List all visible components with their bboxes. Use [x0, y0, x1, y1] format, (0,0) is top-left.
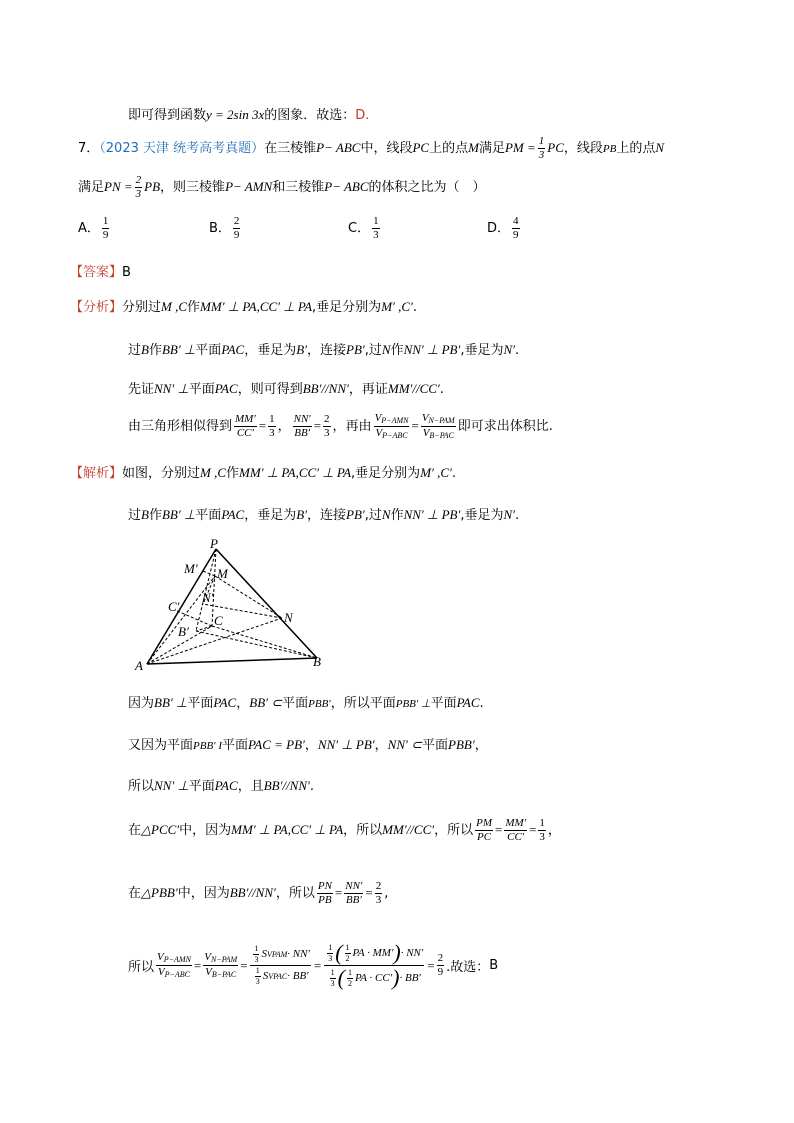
solution-text: 平面: [422, 738, 449, 753]
analysis-text: ，再由: [332, 419, 372, 434]
label-c1: C′: [168, 599, 180, 614]
stem-text: 满足: [78, 180, 105, 195]
analysis-text: ，连接: [307, 343, 347, 358]
half-fraction: $\frac{1}{2}$: [347, 967, 352, 988]
solution-text: ，所以: [434, 823, 474, 838]
third-fraction: $\frac{1}{3}$: [254, 944, 259, 964]
analysis-math: B′: [296, 342, 308, 357]
analysis-text: 过: [128, 343, 142, 358]
solution-math: BB′//NN′: [229, 885, 276, 900]
stem-text: 满足: [478, 141, 505, 156]
solution-math: M′ ,C′: [420, 465, 452, 480]
solution-math: PAC: [214, 778, 238, 793]
solution-text: ，且: [237, 779, 264, 794]
analysis-text: ，垂足为: [244, 343, 297, 358]
solution-math: PAC: [456, 695, 480, 710]
solution-math: PBB′: [448, 737, 475, 752]
analysis-math: M′ ,C′: [381, 299, 413, 314]
analysis-math: NN′ ⊥ PB′: [403, 342, 461, 357]
solution-math: N: [381, 507, 391, 522]
analysis-tag: 【分析】: [70, 300, 123, 315]
solution-math: PBB′ I: [193, 740, 222, 752]
solution-math: NN′ ⊥ PB′: [317, 737, 375, 752]
solution-text: 在: [128, 823, 142, 838]
analysis-math: PB′: [346, 342, 365, 357]
option-fraction: $\frac{1}{3}$: [373, 215, 379, 241]
solution-math: PBB′: [308, 698, 331, 710]
analysis-math: MM′//CC′: [387, 381, 440, 396]
ratio-nn-bb: $\frac{NN'}{BB'}$: [345, 880, 363, 906]
question-line-2: [78, 175, 486, 200]
label-m1: M′: [184, 561, 198, 576]
final-answer: B: [489, 958, 499, 973]
equals-sign: =: [495, 822, 503, 837]
stem-math: PB: [144, 179, 161, 194]
fraction-one-third: $\frac{1}{3}$: [538, 135, 545, 161]
edge-pb: [216, 549, 317, 658]
analysis-math: B: [141, 342, 149, 357]
solution-line-8: [128, 942, 498, 989]
stem-math: P− AMN: [225, 179, 273, 194]
solution-math: BB′ ⊥: [154, 695, 188, 710]
solution-text: ，所以: [275, 886, 315, 901]
solution-text: ，所以: [343, 823, 383, 838]
solution-text: .故选：: [446, 960, 490, 975]
solution-text: ,过: [364, 508, 382, 523]
solution-math: MM′ ⊥ PA,CC′ ⊥ PA: [239, 465, 352, 480]
label-n1: N′: [202, 590, 214, 605]
solution-text: 作: [390, 508, 404, 523]
analysis-text: .: [412, 300, 418, 315]
volume-ratio: $\frac{V_{N-PAM}}{V_{B-PAC}}$: [204, 951, 238, 979]
analysis-math: PAC: [214, 381, 238, 396]
analysis-math: PAC: [221, 342, 245, 357]
analysis-text: ,垂足分别为: [312, 300, 382, 315]
question-number: 7．: [78, 141, 100, 156]
stem-math: P− ABC: [316, 140, 361, 155]
segment-mn: [215, 576, 282, 618]
equals-sign: =: [365, 885, 373, 900]
solution-line-1: [70, 462, 456, 481]
equals-sign: =: [334, 885, 343, 900]
question-source: （2023 天津 统考高考真题）: [99, 141, 265, 156]
answer-tag: 【答案】: [70, 265, 123, 280]
equals-sign: =: [240, 957, 248, 973]
solution-math: B: [141, 507, 149, 522]
ratio-mm-cc: $\frac{MM'}{CC'}$: [235, 413, 256, 439]
third-fraction: $\frac{1}{3}$: [255, 966, 260, 986]
equals-sign: =: [313, 957, 322, 973]
option-c: [348, 216, 382, 241]
stem-text: 和三棱锥: [272, 180, 325, 195]
analysis-text: 先证: [128, 382, 155, 397]
solution-math: NN′ ⊂: [387, 737, 422, 752]
analysis-math: NN′ ⊥: [154, 381, 189, 396]
solution-text: ，: [374, 738, 388, 753]
solution-math: PBB′ ⊥: [395, 698, 431, 710]
solution-math: NN′ ⊥ PB′: [403, 507, 461, 522]
analysis-text: 平面: [195, 343, 222, 358]
solution-math: M ,C: [200, 465, 227, 480]
answer-value: B: [122, 265, 131, 280]
solution-line-4: [128, 734, 488, 753]
analysis-math: N: [381, 342, 391, 357]
option-fraction: $\frac{2}{9}$: [233, 215, 240, 241]
solution-line-5: [128, 775, 314, 794]
analysis-text: ，: [277, 419, 291, 434]
prev-line-mid: 的图象．故选：: [264, 108, 356, 123]
analysis-math: M ,C: [161, 299, 188, 314]
solution-text: 所以: [128, 779, 155, 794]
ratio-pn-pb: $\frac{PN}{PB}$: [317, 880, 332, 906]
solution-text: 作: [148, 508, 162, 523]
stem-text: 中，线段: [360, 141, 413, 156]
value-fraction: $\frac{2}{3}$: [324, 413, 330, 439]
solution-text: .: [451, 466, 457, 481]
value-fraction: $\frac{1}{3}$: [539, 817, 545, 843]
solution-math: PAC = PB′: [248, 737, 305, 752]
result-fraction: $\frac{2}{9}$: [437, 952, 444, 978]
ratio-mm-cc: $\frac{MM'}{CC'}$: [505, 817, 527, 843]
expanded-volume-expression: $\frac{1}{3}$ ( $\frac{1}{2}$ PA · MM′ ) · NN′ $\frac{1}{3}$ ( $\frac{1}{2}$ PA · CC′ ) · BB′: [324, 942, 424, 989]
analysis-text: .: [439, 382, 444, 397]
analysis-text: ，再证: [348, 382, 388, 397]
volume-ratio: $\frac{V_{P-AMN}}{V_{P-ABC}}$: [157, 951, 191, 979]
analysis-text: 即可求出体积比.: [457, 419, 553, 434]
stem-math: PC: [412, 140, 430, 155]
solution-text: ，垂足为: [244, 508, 297, 523]
solution-text: ，所以平面: [330, 696, 396, 711]
analysis-text: 分别过: [122, 300, 162, 315]
analysis-text: 平面: [188, 382, 215, 397]
analysis-text: ,垂足为: [460, 343, 504, 358]
solution-math: PAC: [221, 507, 245, 522]
stem-text: 上的点: [429, 141, 469, 156]
equals-sign: =: [427, 957, 435, 973]
value-fraction: $\frac{2}{3}$: [375, 880, 382, 906]
stem-math: P− ABC: [324, 179, 369, 194]
solution-line-2: [128, 504, 519, 523]
prev-answer-line: [128, 104, 369, 123]
analysis-text: 由三角形相似得到: [128, 419, 233, 434]
solution-text: ，: [304, 738, 318, 753]
label-m: M: [217, 566, 228, 581]
solution-line-6: [128, 818, 561, 843]
analysis-text: 作: [187, 300, 201, 315]
equals-sign: =: [411, 418, 419, 433]
analysis-text: 作: [390, 343, 404, 358]
option-fraction: $\frac{4}{9}$: [513, 215, 519, 241]
solution-tag: 【解析】: [70, 466, 123, 481]
analysis-math: N′: [503, 342, 515, 357]
analysis-math: BB′//NN′: [302, 381, 349, 396]
analysis-line-1: [70, 296, 417, 315]
label-b: B: [313, 654, 321, 669]
solution-math: △PCC′: [141, 822, 180, 837]
solution-text: 中，因为: [177, 886, 230, 901]
stem-math: N: [655, 140, 665, 155]
option-d: [487, 216, 522, 241]
stem-text: ，则三棱锥: [160, 180, 226, 195]
solution-text: ,: [384, 886, 389, 901]
solution-math: B′: [296, 507, 308, 522]
solution-text: ,垂足为: [460, 508, 504, 523]
edge-pa: [147, 549, 216, 664]
segment-b1b: [196, 631, 317, 658]
solution-text: .: [515, 508, 520, 523]
analysis-text: ,过: [364, 343, 382, 358]
solution-text: ,垂足分别为: [351, 466, 421, 481]
analysis-math: MM′ ⊥ PA,CC′ ⊥ PA: [200, 299, 313, 314]
stem-math: PB: [602, 143, 617, 155]
solution-text: 所以: [128, 960, 155, 975]
option-letter: D．: [487, 221, 511, 236]
stem-text: 的体积之比为（ ）: [368, 180, 486, 195]
solution-text: 平面: [222, 738, 249, 753]
solution-text: 作: [226, 466, 240, 481]
solution-text: 因为: [128, 696, 155, 711]
solution-text: 平面: [188, 779, 215, 794]
label-p: P: [210, 536, 218, 551]
prev-line-expr: y = 2sin 3x: [206, 107, 265, 122]
solution-text: ，连接: [307, 508, 347, 523]
solution-math: PB′: [346, 507, 365, 522]
option-letter: B．: [209, 221, 231, 236]
analysis-line-2: [128, 339, 519, 358]
solution-math: MM′//CC′: [382, 822, 435, 837]
stem-text: ，线段: [563, 141, 603, 156]
analysis-text: .: [515, 343, 520, 358]
solution-line-7: [128, 881, 388, 906]
option-letter: A．: [78, 221, 100, 236]
solution-text: 在: [128, 886, 142, 901]
solution-text: ，: [547, 823, 561, 838]
label-a: A: [135, 658, 143, 672]
prev-line-answer: D.: [355, 108, 370, 123]
tetrahedron-figure: [132, 536, 332, 672]
solution-math: BB′ ⊂: [249, 695, 283, 710]
analysis-line-4: [128, 413, 553, 440]
solution-text: 中，因为: [179, 823, 232, 838]
solution-text: 平面: [430, 696, 457, 711]
ratio-pm-pc: $\frac{PM}{PC}$: [476, 817, 492, 843]
half-fraction: $\frac{1}{2}$: [345, 942, 350, 963]
label-b1: B′: [178, 624, 189, 639]
analysis-math: BB′ ⊥: [161, 342, 196, 357]
third-fraction: $\frac{1}{3}$: [330, 967, 335, 988]
solution-math: MM′ ⊥ PA,CC′ ⊥ PA: [231, 822, 344, 837]
solution-text: ，: [474, 738, 488, 753]
segment-mm1: [203, 571, 215, 576]
stem-text: 上的点: [616, 141, 656, 156]
equals-sign: =: [193, 957, 202, 973]
question-line-1: [78, 136, 664, 161]
stem-math: PN =: [104, 179, 133, 194]
third-fraction: $\frac{1}{3}$: [328, 942, 333, 963]
solution-text: 如图，分别过: [122, 466, 201, 481]
solution-math: NN′ ⊥: [154, 778, 189, 793]
solution-math: PAC: [213, 695, 237, 710]
volume-ratio: $\frac{V_{P-AMN}}{V_{P-ABC}}$: [374, 412, 409, 440]
option-b: [209, 216, 242, 241]
analysis-text: ，则可得到: [237, 382, 303, 397]
equals-sign: =: [258, 418, 267, 433]
answer-line: [70, 261, 131, 280]
solution-math: BB′ ⊥: [161, 507, 196, 522]
option-a: [78, 216, 111, 241]
analysis-text: 作: [148, 343, 162, 358]
fraction-two-thirds: $\frac{2}{3}$: [135, 174, 142, 200]
solution-math: △PBB′: [141, 885, 178, 900]
solution-text: 又因为平面: [128, 738, 194, 753]
solution-text: ，: [236, 696, 250, 711]
solution-text: .: [309, 779, 314, 794]
solution-math: N′: [503, 507, 515, 522]
equals-sign: =: [313, 418, 322, 433]
option-fraction: $\frac{1}{9}$: [102, 215, 109, 241]
ratio-nn-bb: $\frac{NN'}{BB'}$: [293, 413, 311, 439]
solution-line-3: [128, 692, 484, 711]
solution-text: 平面: [187, 696, 214, 711]
volume-expression: $\frac{1}{3}$ S VPAM · NN′ $\frac{1}{3}$ S VPAC · BB′: [250, 945, 310, 986]
solution-text: .: [479, 696, 484, 711]
edge-ab: [147, 658, 317, 664]
solution-math: BB′//NN′: [263, 778, 310, 793]
volume-ratio: $\frac{V_{N-PAM}}{V_{B-PAC}}$: [421, 412, 455, 440]
stem-math: PC: [547, 140, 564, 155]
prev-line-prefix: 即可得到函数: [128, 108, 207, 123]
label-n: N: [284, 610, 293, 625]
analysis-line-3: [128, 378, 444, 397]
solution-text: 平面: [282, 696, 309, 711]
option-letter: C．: [348, 221, 371, 236]
solution-text: 平面: [195, 508, 222, 523]
equals-sign: =: [529, 822, 537, 837]
value-fraction: $\frac{1}{3}$: [269, 413, 275, 439]
stem-math: M: [468, 140, 479, 155]
stem-math: PM =: [504, 140, 536, 155]
label-c: C: [214, 613, 223, 628]
solution-text: 过: [128, 508, 142, 523]
stem-text: 在三棱锥: [264, 141, 317, 156]
